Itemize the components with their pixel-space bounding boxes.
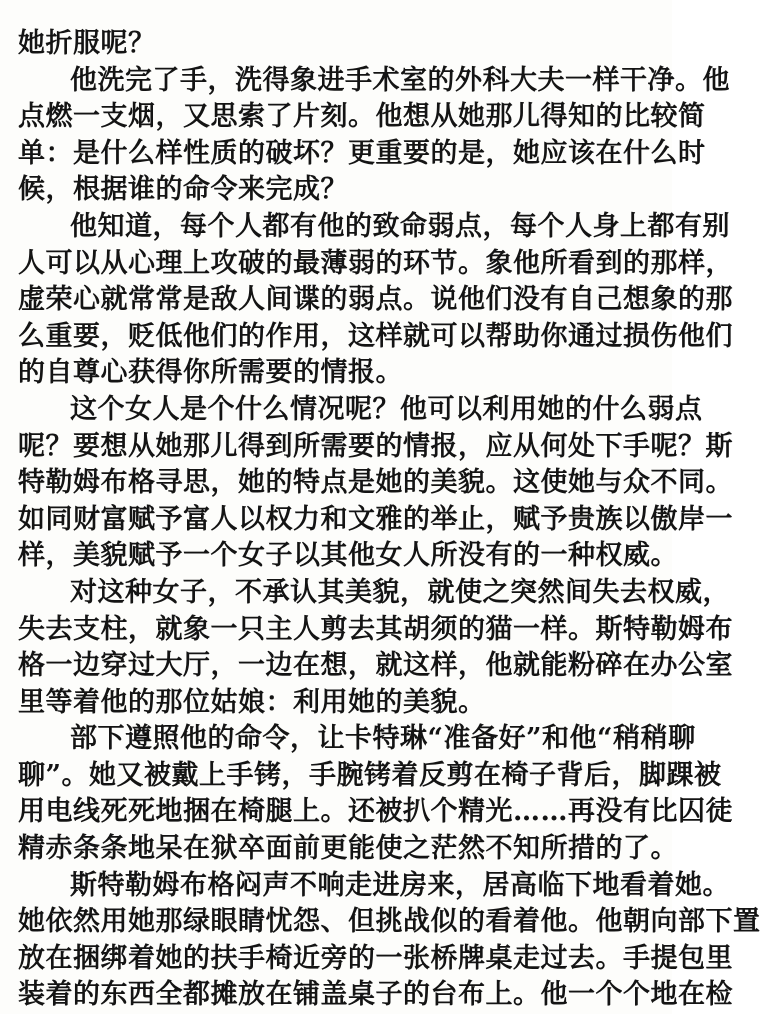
text-line: 对这种女子，不承认其美貌，就使之突然间失去权威， xyxy=(70,576,730,608)
text-line: 聊”。她又被戴上手铐，手腕铐着反剪在椅子背后，脚踝被 xyxy=(18,759,722,791)
text-line: 用电线死死地捆在椅腿上。还被扒个精光……再没有比囚徒 xyxy=(18,796,733,828)
text-line: 格一边穿过大厅，一边在想，就这样，他就能粉碎在办公室 xyxy=(18,650,733,682)
text-line: 斯特勒姆布格闷声不响走进房来，居高临下地看着她。 xyxy=(70,869,730,901)
text-line: 点燃一支烟，又思索了片刻。他想从她那儿得知的比较简 xyxy=(18,101,706,133)
text-line: 特勒姆布格寻思，她的特点是她的美貌。这使她与众不同。 xyxy=(18,467,733,499)
text-line: 候，根据谁的命令来完成？ xyxy=(18,174,348,206)
text-line: 她折服呢？ xyxy=(18,28,156,59)
text-line: 她依然用她那绿眼睛忧怨、但挑战似的看着他。他朝向部下置 xyxy=(18,906,761,938)
text-line: 如同财富赋予富人以权力和文雅的举止，赋予贵族以傲岸一 xyxy=(18,503,733,535)
text-line: 装着的东西全都摊放在铺盖桌子的台布上。他一个个地在检 xyxy=(18,979,733,1011)
text-line: 样，美貌赋予一个女子以其他女人所没有的一种权威。 xyxy=(18,540,678,572)
page-text xyxy=(18,26,761,1014)
text-line: 单：是什么样性质的破坏？更重要的是，她应该在什么时 xyxy=(18,137,706,169)
text-line: 他洗完了手，洗得象进手术室的外科大夫一样干净。他 xyxy=(70,64,730,96)
text-line: 里等着他的那位姑娘：利用她的美貌。 xyxy=(18,686,486,718)
text-line: 呢？要想从她那儿得到所需要的情报，应从何处下手呢？斯 xyxy=(18,430,733,462)
text-line: 放在捆绑着她的扶手椅近旁的一张桥牌桌走过去。手提包里 xyxy=(18,942,733,974)
text-line: 失去支柱，就象一只主人剪去其胡须的猫一样。斯特勒姆布 xyxy=(18,613,733,645)
text-line: 精赤条条地呆在狱卒面前更能使之茫然不知所措的了。 xyxy=(18,833,678,865)
text-line: 部下遵照他的命令，让卡特琳“准备好”和他“稍稍聊 xyxy=(70,723,696,755)
text-line: 他知道，每个人都有他的致命弱点，每个人身上都有别 xyxy=(70,210,730,242)
text-line: 虚荣心就常常是敌人间谍的弱点。说他们没有自己想象的那 xyxy=(18,284,733,316)
text-line: 的自尊心获得你所需要的情报。 xyxy=(18,357,403,389)
text-line: 人可以从心理上攻破的最薄弱的环节。象他所看到的那样， xyxy=(18,247,733,279)
text-line: 么重要，贬低他们的作用，这样就可以帮助你通过损伤他们 xyxy=(18,320,733,352)
text-line: 这个女人是个什么情况呢？他可以利用她的什么弱点 xyxy=(70,393,703,425)
